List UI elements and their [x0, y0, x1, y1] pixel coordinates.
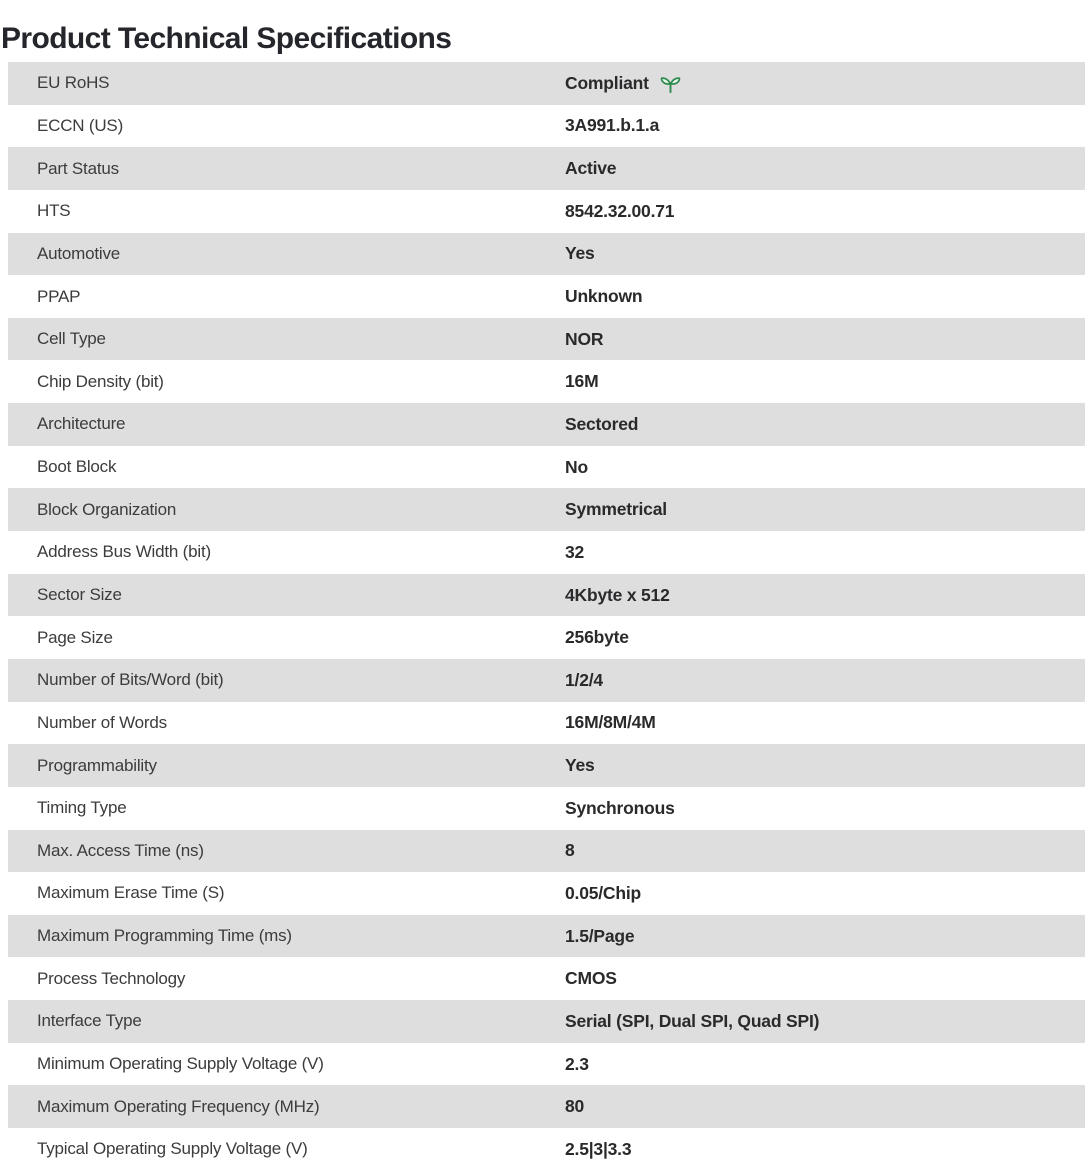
- spec-row: [8, 957, 1085, 1000]
- spec-value-text: NOR: [565, 328, 604, 349]
- spec-row: [8, 702, 1085, 745]
- spec-label: Chip Density (bit): [37, 371, 164, 391]
- spec-value-text: Compliant: [565, 72, 649, 93]
- spec-value: [565, 926, 634, 947]
- spec-value: [565, 115, 659, 136]
- spec-label: Minimum Operating Supply Voltage (V): [37, 1054, 324, 1074]
- spec-row: [8, 616, 1085, 659]
- spec-value-text: 3A991.b.1.a: [565, 115, 660, 136]
- spec-row: [8, 744, 1085, 787]
- spec-label: Boot Block: [37, 457, 117, 477]
- spec-label: Block Organization: [37, 499, 177, 519]
- spec-row: [8, 446, 1085, 489]
- spec-row: [8, 275, 1085, 318]
- spec-value: [565, 670, 603, 691]
- spec-row: [8, 830, 1085, 873]
- spec-value: [565, 329, 603, 350]
- spec-value-text: 1.5/Page: [565, 925, 635, 946]
- spec-value: [565, 158, 616, 179]
- spec-label: Cell Type: [37, 329, 106, 349]
- spec-label: Number of Words: [37, 712, 167, 732]
- spec-label: Maximum Programming Time (ms): [37, 926, 292, 946]
- spec-value-text: CMOS: [565, 968, 617, 989]
- spec-row: [8, 1128, 1085, 1165]
- spec-label: Maximum Erase Time (S): [37, 883, 225, 903]
- spec-value-text: 4Kbyte x 512: [565, 584, 670, 605]
- spec-label: Timing Type: [37, 798, 127, 818]
- spec-value: [565, 371, 598, 392]
- spec-label: Interface Type: [37, 1011, 142, 1031]
- spec-row: [8, 360, 1085, 403]
- spec-row: [8, 318, 1085, 361]
- spec-value: [565, 201, 674, 222]
- spec-value-text: Serial (SPI, Dual SPI, Quad SPI): [565, 1010, 820, 1031]
- page-title: Product Technical Specifications: [1, 22, 452, 56]
- spec-value-text: No: [565, 456, 588, 477]
- spec-value-text: 0.05/Chip: [565, 882, 642, 903]
- spec-value: [565, 883, 641, 904]
- spec-row: [8, 574, 1085, 617]
- spec-value: [565, 457, 588, 478]
- spec-label: Max. Access Time (ns): [37, 840, 204, 860]
- spec-value-text: Synchronous: [565, 797, 675, 818]
- spec-label: HTS: [37, 201, 71, 221]
- spec-value: [565, 1096, 584, 1117]
- spec-value: [565, 627, 629, 648]
- spec-value-text: 8542.32.00.71: [565, 200, 675, 221]
- spec-value-text: Sectored: [565, 413, 639, 434]
- spec-label: EU RoHS: [37, 73, 110, 93]
- spec-value: [565, 243, 595, 264]
- spec-row: [8, 659, 1085, 702]
- spec-row: [8, 105, 1085, 148]
- spec-row: [8, 62, 1085, 105]
- spec-value-text: Unknown: [565, 286, 643, 307]
- spec-label: Programmability: [37, 755, 157, 775]
- spec-row: [8, 531, 1085, 574]
- spec-value: [565, 499, 667, 520]
- spec-value-text: 8: [565, 840, 575, 861]
- spec-value-text: Active: [565, 158, 617, 179]
- spec-value: [565, 755, 595, 776]
- spec-row: [8, 915, 1085, 958]
- spec-row: [8, 233, 1085, 276]
- spec-value: [565, 798, 675, 819]
- spec-value-text: 1/2/4: [565, 669, 603, 690]
- spec-value-text: Yes: [565, 243, 595, 264]
- leaf-icon: [659, 73, 682, 96]
- spec-value: [565, 414, 638, 435]
- spec-value: [565, 542, 584, 563]
- spec-row: [8, 1000, 1085, 1043]
- spec-label: Address Bus Width (bit): [37, 542, 211, 562]
- spec-label: PPAP: [37, 286, 81, 306]
- spec-row: [8, 190, 1085, 233]
- spec-row: [8, 1043, 1085, 1086]
- spec-label: Process Technology: [37, 968, 186, 988]
- spec-label: Maximum Operating Frequency (MHz): [37, 1096, 320, 1116]
- spec-value: [565, 1054, 589, 1075]
- spec-row: [8, 403, 1085, 446]
- spec-label: Number of Bits/Word (bit): [37, 670, 224, 690]
- spec-value: [565, 286, 642, 307]
- spec-label: ECCN (US): [37, 115, 124, 135]
- spec-value-text: 16M: [565, 371, 599, 392]
- spec-value-text: 256byte: [565, 627, 629, 648]
- spec-row: [8, 488, 1085, 531]
- spec-value-text: 2.5|3|3.3: [565, 1138, 632, 1159]
- spec-value: [565, 1011, 819, 1032]
- spec-row: [8, 872, 1085, 915]
- spec-value: [565, 712, 656, 733]
- spec-label: Part Status: [37, 158, 119, 178]
- spec-value: [565, 585, 670, 606]
- spec-row: [8, 147, 1085, 190]
- spec-value: [565, 968, 617, 989]
- spec-label: Sector Size: [37, 585, 122, 604]
- spec-value: [565, 1139, 631, 1160]
- spec-value-text: 80: [565, 1096, 585, 1117]
- spec-label: Typical Operating Supply Voltage (V): [37, 1139, 308, 1159]
- spec-row: [8, 787, 1085, 830]
- spec-value-text: Yes: [565, 755, 595, 776]
- spec-label: Automotive: [37, 243, 121, 263]
- spec-label: Page Size: [37, 627, 113, 647]
- spec-value-text: Symmetrical: [565, 499, 667, 520]
- spec-label: Architecture: [37, 414, 126, 434]
- spec-value-text: 32: [565, 541, 585, 562]
- spec-table: [8, 62, 1085, 1165]
- spec-value: [565, 71, 682, 96]
- spec-value-text: 2.3: [565, 1053, 589, 1074]
- spec-value: [565, 840, 575, 861]
- spec-value-text: 16M/8M/4M: [565, 712, 656, 733]
- spec-row: [8, 1085, 1085, 1128]
